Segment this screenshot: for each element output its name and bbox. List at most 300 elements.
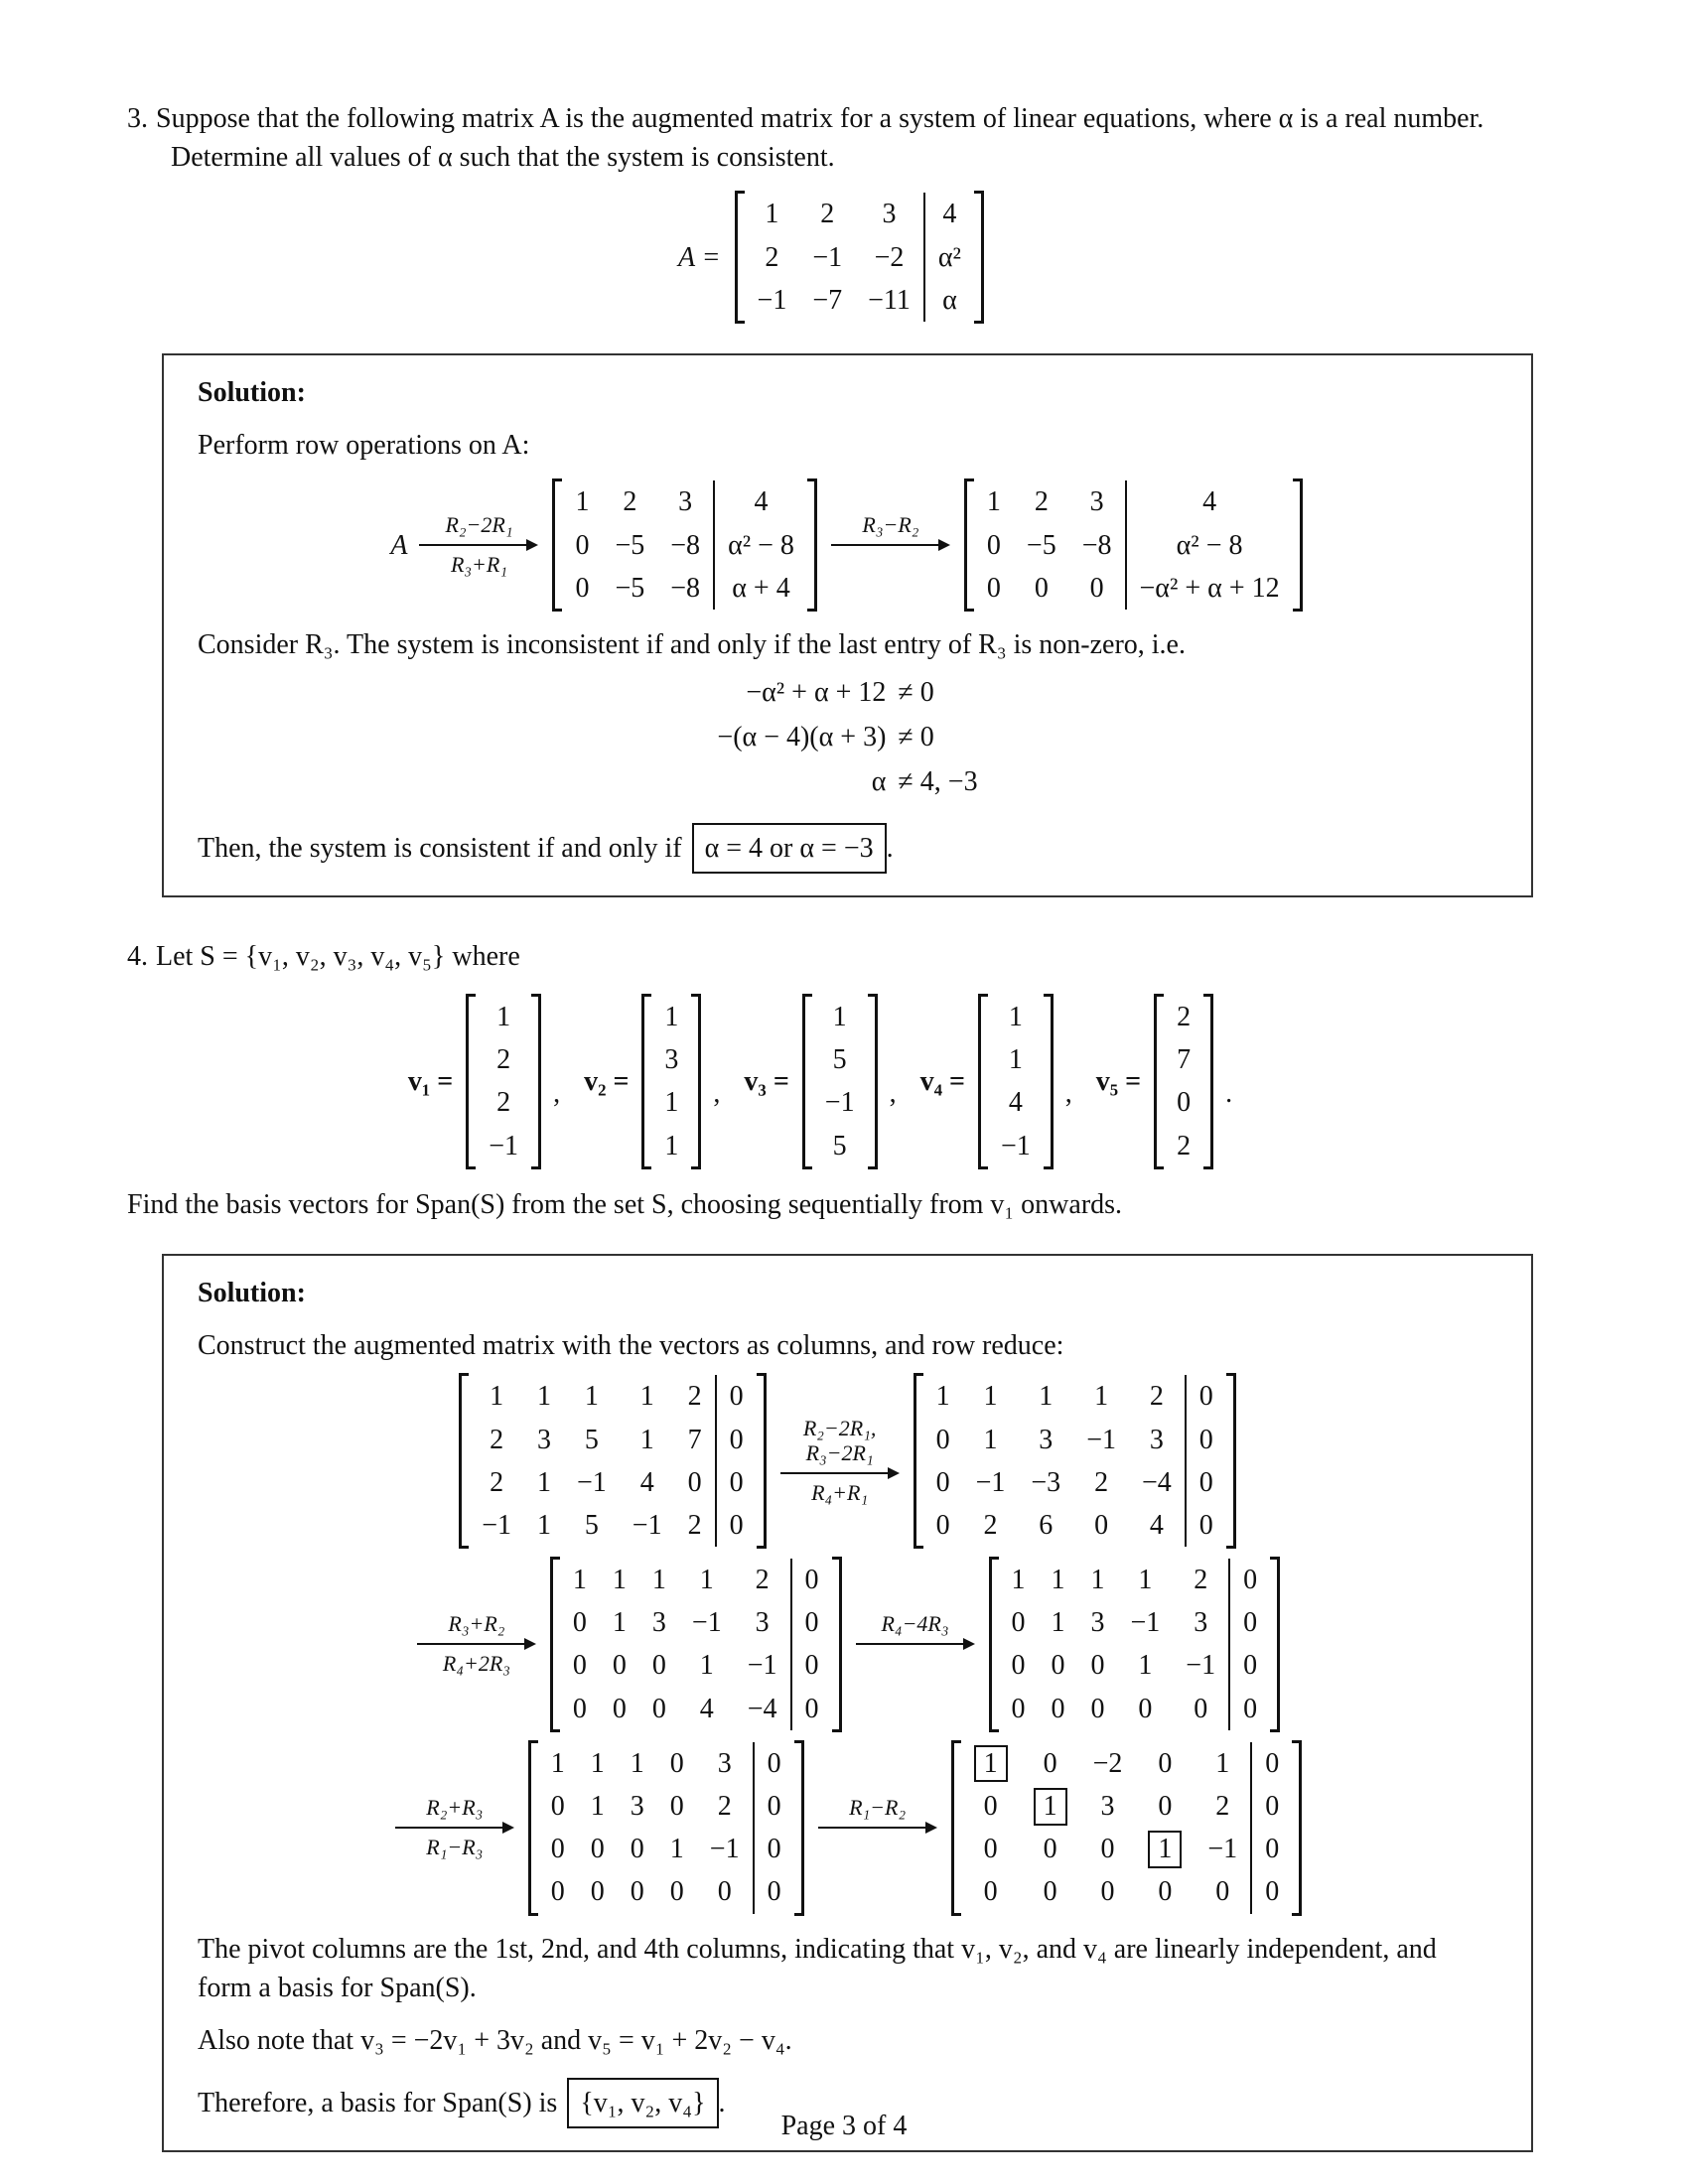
solution3-row-reduction [198, 478, 1497, 612]
matrix-cell: 0 [717, 1876, 732, 1908]
matrix-cell: 0 [986, 572, 1001, 604]
solution3-conclusion [198, 823, 1497, 874]
solution3-conclusion-text: Then, the system is consistent if and only if [198, 832, 682, 864]
matrix-row [651, 1125, 691, 1167]
matrix-body [745, 193, 974, 322]
matrix-cell: 4 [1149, 1509, 1164, 1541]
vector-column [802, 994, 878, 1169]
matrix-cell: 0 [669, 1791, 684, 1822]
solution3-intro: Perform row operations on A: [198, 430, 530, 462]
matrix-cell: −1 [691, 1607, 722, 1639]
matrix-row [538, 1785, 794, 1828]
equation-rhs: ≠ 0 [898, 722, 934, 753]
matrix-cell: 1 [537, 1381, 551, 1413]
matrix-body [988, 996, 1044, 1167]
problem4-number: 4. [127, 940, 148, 972]
matrix-row [812, 1125, 868, 1167]
rowop-labels [435, 1652, 518, 1677]
matrix-cell: 0 [935, 1466, 950, 1498]
bracket-left-icon [459, 1373, 469, 1549]
matrix-row [923, 1419, 1226, 1461]
matrix-cell: 0 [715, 1461, 757, 1504]
matrix-cell: 0 [1094, 1509, 1109, 1541]
solution3-box [162, 353, 1533, 897]
matrix-cell: 3 [630, 1791, 644, 1822]
bracket-right-icon [1226, 1373, 1236, 1549]
rowop-arrow-6 [395, 1796, 514, 1859]
matrix-cell: 2 [1215, 1791, 1230, 1822]
matrix-cell: 3 [537, 1424, 551, 1455]
solution4-conclusion-text: Therefore, a basis for Span(S) is [198, 2088, 558, 2119]
bracket-left-icon [951, 1740, 961, 1916]
matrix-cell: 0 [753, 1828, 794, 1870]
bracket-right-icon [1293, 478, 1303, 612]
matrix-cell: α + 4 [713, 567, 807, 610]
arrow-right-icon [831, 539, 950, 552]
matrix-cell: −1 [482, 1509, 511, 1541]
vector-label: v₅ = [1095, 1065, 1142, 1097]
matrix-row [651, 1038, 691, 1081]
matrix-cell: 0 [715, 1419, 757, 1461]
vector-separator: , [889, 1077, 897, 1109]
solution3-title: Solution: [198, 376, 306, 408]
matrix-row [538, 1870, 794, 1913]
matrix-row [476, 1038, 531, 1081]
matrix-row [923, 1375, 1226, 1418]
matrix-cell: 0 [572, 1607, 587, 1639]
matrix-cell: 1 [765, 199, 779, 230]
matrix-cell: 0 [1043, 1834, 1057, 1865]
matrix-cell: 0 [1185, 1504, 1226, 1547]
matrix-cell: 0 [1011, 1607, 1026, 1639]
matrix-cell: 0 [1090, 1693, 1105, 1724]
matrix-A [735, 191, 984, 324]
bracket-right-icon [1044, 994, 1054, 1169]
matrix-cell: 1 [1094, 1381, 1109, 1413]
matrix-row [476, 1125, 531, 1167]
matrix-cell: 0 [1158, 1876, 1173, 1908]
problem4-followup: Find the basis vectors for Span(S) from the set S, choosing sequentially from v₁ onwards. [127, 1188, 1123, 1220]
matrix-cell: 4 [1125, 480, 1293, 523]
matrix-step2 [550, 1557, 842, 1732]
matrix-row [988, 1038, 1044, 1081]
matrix-cell: 0 [590, 1834, 605, 1865]
solution4-box [162, 1254, 1533, 2152]
matrix-cell: 0 [986, 529, 1001, 561]
matrix-cell: 1 [669, 1834, 684, 1865]
solution3-period: . [886, 832, 894, 864]
solution4-paragraph2: Also note that v₃ = −2v₁ + 3v₂ and v₅ = v₁ + 2v₂ − v₄. [198, 2024, 792, 2056]
rowop-label: R₄−4R₃ [881, 1611, 949, 1637]
matrix-row [538, 1742, 794, 1785]
problem3-text: Suppose that the following matrix A is the augmented matrix for a system of linear equations, where α is a real number. Determine all values of α such that the system is consistent. [156, 103, 1484, 174]
matrix-cell: −1 [709, 1834, 740, 1865]
rowop-label: R₁−R₂ [849, 1795, 907, 1821]
problem4-section [127, 937, 1537, 2153]
matrix-cell: 3 [717, 1747, 732, 1779]
matrix-cell: −1 [975, 1466, 1006, 1498]
matrix-cell: 0 [1043, 1747, 1057, 1779]
solution3-aligned-equations [717, 670, 977, 805]
matrix-row [812, 1038, 868, 1081]
matrix-cell: 1 [590, 1747, 605, 1779]
vector-column [466, 994, 541, 1169]
matrix-cell: −1 [489, 1130, 519, 1161]
rowop-label: R₁−R₃ [426, 1834, 484, 1859]
matrix-cell [1135, 1828, 1195, 1870]
matrix-cell: −11 [868, 284, 911, 316]
matrix-row [999, 1644, 1271, 1687]
matrix-cell: 0 [935, 1424, 950, 1455]
equation-rhs: ≠ 4, −3 [898, 766, 978, 798]
bracket-left-icon [735, 191, 745, 324]
matrix-row [560, 1601, 832, 1644]
matrix-cell: 1 [664, 1130, 679, 1161]
arrow-right-icon [419, 539, 538, 552]
matrix-cell: 2 [717, 1791, 732, 1822]
matrix-cell: 1 [1051, 1565, 1065, 1596]
matrix-cell: 1 [572, 1565, 587, 1596]
arrow-right-icon [780, 1467, 900, 1480]
pivot-box: 1 [1034, 1788, 1067, 1826]
vector-label: v₂ = [584, 1065, 630, 1097]
problem3-statement [127, 99, 1537, 177]
matrix-cell: 1 [584, 1381, 599, 1413]
bracket-right-icon [807, 478, 817, 612]
matrix-cell: 1 [496, 1002, 511, 1032]
matrix-cell: −4 [1141, 1466, 1172, 1498]
matrix-row [560, 1688, 832, 1730]
solution3-answer-box: α = 4 or α = −3 [692, 823, 887, 874]
rowop-labels [795, 1417, 885, 1465]
matrix-cell: 1 [1008, 1002, 1023, 1032]
bracket-right-icon [757, 1373, 767, 1549]
matrix-cell: 3 [664, 1044, 679, 1076]
rowop-labels [854, 553, 926, 578]
matrix-cell: 1 [630, 1747, 644, 1779]
matrix-cell: 0 [550, 1791, 565, 1822]
matrix-cell: 0 [1250, 1785, 1292, 1828]
matrix-cell: 3 [882, 199, 897, 230]
vector-separator: , [553, 1077, 561, 1109]
equation-rhs: ≠ 0 [898, 677, 934, 709]
vector-label: v₃ = [744, 1065, 789, 1097]
matrix-cell: 0 [753, 1742, 794, 1785]
matrix-A-display [127, 191, 1537, 324]
matrix-cell: 2 [1034, 486, 1049, 518]
matrix-cell: 3 [1089, 486, 1104, 518]
rowop-arrow-7 [818, 1796, 937, 1859]
matrix-cell: 0 [1228, 1559, 1270, 1601]
matrix-cell: −1 [747, 1650, 777, 1682]
matrix-cell: 0 [715, 1375, 757, 1418]
matrix-cell: 3 [1194, 1607, 1208, 1639]
vector-separator: , [1064, 1077, 1072, 1109]
matrix-cell: α [923, 279, 974, 322]
vector-item [1096, 994, 1215, 1169]
matrix-cell: −1 [632, 1509, 662, 1541]
matrix-cell: 0 [590, 1876, 605, 1908]
matrix-cell: −1 [1186, 1650, 1216, 1682]
equation-lhs: α [871, 766, 887, 798]
matrix-row [961, 1828, 1293, 1870]
matrix-cell: 5 [832, 1130, 847, 1161]
matrix-body [812, 996, 868, 1167]
matrix-row [1164, 1125, 1203, 1167]
bracket-right-icon [1203, 994, 1213, 1169]
matrix-cell: 0 [753, 1785, 794, 1828]
matrix-cell: 0 [550, 1876, 565, 1908]
solution4-intro: Construct the augmented matrix with the vectors as columns, and row reduce: [198, 1330, 1064, 1362]
rowop-label: R₂−2R₁ [445, 511, 513, 537]
arrow-right-icon [395, 1822, 514, 1835]
matrix-row [651, 1081, 691, 1124]
bracket-right-icon [531, 994, 541, 1169]
matrix-row [469, 1504, 756, 1547]
rowop-arrow-1 [419, 513, 538, 577]
matrix-cell: 1 [550, 1747, 565, 1779]
rowop-label: R₂+R₃ [426, 1795, 484, 1821]
bracket-right-icon [1292, 1740, 1302, 1916]
matrix-cell: 0 [1011, 1650, 1026, 1682]
matrix-row [988, 996, 1044, 1038]
matrix-cell: 4 [639, 1466, 654, 1498]
rowop-labels [443, 553, 515, 578]
matrix-cell: 2 [820, 199, 835, 230]
matrix-cell: 0 [687, 1466, 702, 1498]
vector-end-period: . [1225, 1077, 1233, 1109]
matrix-cell: −4 [747, 1693, 777, 1724]
arrow-right-icon [417, 1638, 536, 1651]
matrix-cell: 1 [664, 1002, 679, 1032]
matrix-cell: 6 [1039, 1509, 1054, 1541]
matrix-row [745, 279, 974, 322]
matrix-cell: 0 [790, 1644, 832, 1687]
bracket-left-icon [1154, 994, 1164, 1169]
matrix-cell: 1 [983, 1381, 998, 1413]
matrix-cell: 0 [1185, 1375, 1226, 1418]
equation-lhs: −(α − 4)(α + 3) [717, 722, 887, 753]
matrix-row [562, 524, 806, 567]
bracket-right-icon [832, 1557, 842, 1732]
matrix-cell [1021, 1785, 1080, 1828]
matrix-row [651, 996, 691, 1038]
matrix-cell: 2 [1094, 1466, 1109, 1498]
solution4-row-reduction-line3 [198, 1740, 1497, 1916]
matrix-cell: 0 [1194, 1693, 1208, 1724]
matrix-cell: 0 [1138, 1693, 1153, 1724]
rowop-label: R₂−2R₁, [802, 1416, 877, 1441]
matrix-cell: 1 [651, 1565, 666, 1596]
matrix-cell: 0 [1051, 1650, 1065, 1682]
matrix-cell: 0 [1034, 572, 1049, 604]
arrow-right-icon [856, 1638, 975, 1651]
matrix-row [988, 1125, 1044, 1167]
matrix-cell: 2 [765, 241, 779, 273]
solution3-consider: Consider R₃. The system is inconsistent if and only if the last entry of R₃ is non-zero, i.e. [198, 628, 1186, 660]
rowop-label: R₃−2R₁ [805, 1439, 874, 1465]
matrix-cell: 2 [490, 1466, 504, 1498]
matrix-row [745, 236, 974, 279]
pivot-box: 1 [1148, 1831, 1182, 1868]
bracket-left-icon [802, 994, 812, 1169]
matrix-cell: 4 [713, 480, 807, 523]
matrix-cell: α² − 8 [1125, 524, 1293, 567]
matrix-cell: 0 [1011, 1693, 1026, 1724]
matrix-body [999, 1559, 1271, 1730]
vectors-display [127, 994, 1537, 1169]
rowop-label: R₄+2R₃ [442, 1650, 510, 1676]
rowop-arrow-5 [856, 1612, 975, 1676]
matrix-cell: 1 [664, 1087, 679, 1119]
matrix-row [812, 996, 868, 1038]
matrix-cell: 0 [1250, 1828, 1292, 1870]
matrix-cell: −7 [812, 284, 843, 316]
matrix-cell: 2 [1177, 1002, 1192, 1032]
rowop-labels [873, 1612, 956, 1637]
matrix-cell: 2 [755, 1565, 770, 1596]
rowop-labels [854, 513, 926, 538]
matrix-cell: 1 [612, 1565, 627, 1596]
equation-line [717, 759, 977, 804]
matrix-step1 [914, 1373, 1236, 1549]
matrix-cell: 2 [983, 1509, 998, 1541]
matrix-row [974, 480, 1293, 523]
bracket-left-icon [552, 478, 562, 612]
matrix-cell: −5 [615, 572, 645, 604]
matrix-cell: −8 [1081, 529, 1112, 561]
matrix-cell: 3 [651, 1607, 666, 1639]
matrix-cell: 1 [575, 486, 590, 518]
matrix-cell: 1 [832, 1002, 847, 1032]
matrix-cell: 0 [651, 1650, 666, 1682]
matrix-cell: 5 [832, 1044, 847, 1076]
bracket-left-icon [964, 478, 974, 612]
matrix-cell: 0 [572, 1650, 587, 1682]
matrix-cell: 1 [590, 1791, 605, 1822]
matrix-cell: 5 [584, 1509, 599, 1541]
matrix-cell: 0 [1185, 1419, 1226, 1461]
matrix-cell: 1 [1039, 1381, 1054, 1413]
matrix-cell: 0 [575, 572, 590, 604]
matrix-cell: 3 [1039, 1424, 1054, 1455]
bracket-left-icon [466, 994, 476, 1169]
matrix-after-step2 [964, 478, 1303, 612]
bracket-right-icon [974, 191, 984, 324]
rowop-label: R₃+R₂ [448, 1611, 505, 1637]
solution4-answer-box: {v₁, v₂, v₄} [567, 2078, 718, 2128]
matrix-row [560, 1644, 832, 1687]
solution4-paragraph1: The pivot columns are the 1st, 2nd, and 4th columns, indicating that v₁, v₂, and v₄ are linearly independent, and form a basis for Span(S). [198, 1933, 1437, 2003]
matrix-cell: −8 [670, 572, 701, 604]
problem4-statement [127, 937, 1537, 976]
vector-label: v₄ = [919, 1065, 965, 1097]
vector-label: v₁ = [407, 1065, 454, 1097]
matrix-initial [459, 1373, 766, 1549]
matrix-row [999, 1559, 1271, 1601]
bracket-right-icon [868, 994, 878, 1169]
page-footer [0, 2107, 1688, 2145]
matrix-cell: 1 [1090, 1565, 1105, 1596]
matrix-row [562, 480, 806, 523]
matrix-cell: 0 [1051, 1693, 1065, 1724]
equation-line [717, 715, 977, 759]
matrix-cell: 0 [630, 1876, 644, 1908]
matrix-body [651, 996, 691, 1167]
matrix-cell: 3 [1090, 1607, 1105, 1639]
matrix-cell: 0 [1043, 1876, 1057, 1908]
matrix-cell: 2 [687, 1509, 702, 1541]
matrix-row [745, 193, 974, 235]
matrix-cell: −1 [1207, 1834, 1238, 1865]
matrix-row [961, 1870, 1293, 1913]
matrix-cell: 1 [1138, 1565, 1153, 1596]
matrix-row [476, 996, 531, 1038]
bracket-left-icon [914, 1373, 923, 1549]
matrix-cell: −5 [1026, 529, 1056, 561]
rowop-arrow-2 [831, 513, 950, 577]
matrix-cell: 0 [753, 1870, 794, 1913]
matrix-cell: 1 [639, 1424, 654, 1455]
matrix-cell: 0 [1215, 1876, 1230, 1908]
matrix-cell: 5 [584, 1424, 599, 1455]
matrix-cell [961, 1742, 1021, 1785]
problem4-text: Let S = {v₁, v₂, v₃, v₄, v₅} where [156, 940, 520, 972]
equation-line [717, 670, 977, 715]
matrix-step3 [989, 1557, 1281, 1732]
matrix-row [923, 1504, 1226, 1547]
matrix-row [469, 1375, 756, 1418]
matrix-cell: 0 [790, 1601, 832, 1644]
matrix-cell: −1 [812, 241, 843, 273]
vector-item [744, 994, 879, 1169]
matrix-body [974, 480, 1293, 610]
matrix-cell: 0 [715, 1504, 757, 1547]
matrix-cell: α² − 8 [713, 524, 807, 567]
matrix-cell: 2 [496, 1087, 511, 1119]
matrix-cell: 0 [669, 1747, 684, 1779]
matrix-cell: 0 [1228, 1601, 1270, 1644]
matrix-cell: 1 [1051, 1607, 1065, 1639]
matrix-cell: −1 [577, 1466, 607, 1498]
page-number: Page 3 of 4 [780, 2111, 908, 2141]
matrix-cell: 0 [575, 529, 590, 561]
matrix-after-step1 [552, 478, 816, 612]
vector-column [641, 994, 701, 1169]
matrix-cell: 0 [651, 1693, 666, 1724]
matrix-row [961, 1785, 1293, 1828]
matrix-A-label: A = [678, 241, 721, 273]
matrix-cell: 1 [537, 1509, 551, 1541]
matrix-cell: 0 [1185, 1461, 1226, 1504]
matrix-row [469, 1419, 756, 1461]
matrix-cell: 0 [630, 1834, 644, 1865]
matrix-cell: 4 [699, 1693, 714, 1724]
bracket-left-icon [989, 1557, 999, 1732]
matrix-cell: 0 [1250, 1870, 1292, 1913]
matrix-cell: 0 [790, 1559, 832, 1601]
matrix-cell: 1 [537, 1466, 551, 1498]
matrix-cell: 0 [1228, 1644, 1270, 1687]
bracket-left-icon [978, 994, 988, 1169]
matrix-cell: 3 [1100, 1791, 1115, 1822]
matrix-cell: 1 [639, 1381, 654, 1413]
matrix-row [562, 567, 806, 610]
vector-separator: , [713, 1077, 721, 1109]
matrix-row [1164, 1081, 1203, 1124]
bracket-left-icon [550, 1557, 560, 1732]
matrix-cell: 4 [1008, 1087, 1023, 1119]
